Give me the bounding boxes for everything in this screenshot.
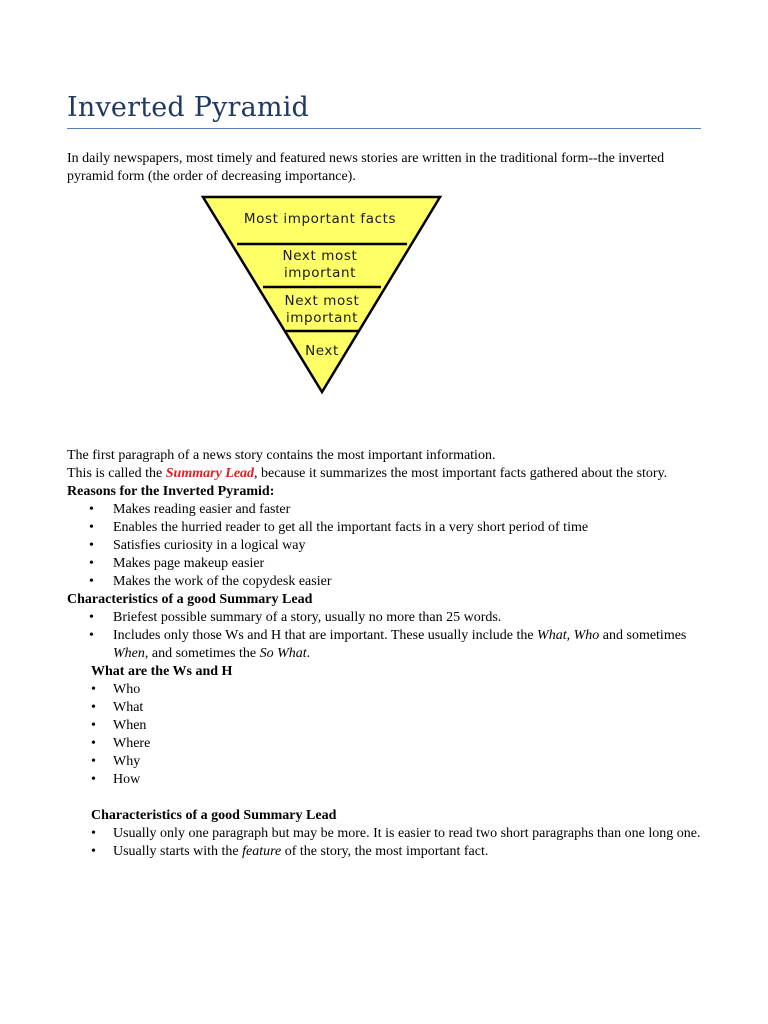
pyramid-level-3-line-1: Next most	[284, 293, 360, 309]
ws-list	[91, 681, 717, 789]
emphasis-feature: feature	[242, 844, 282, 859]
characteristics-list-2	[91, 825, 717, 861]
summary-lead-highlight: Summary Lead	[165, 466, 255, 481]
bullet-icon: •	[91, 736, 96, 751]
ws-section	[67, 663, 717, 861]
pyramid-level-2-line-2: important	[283, 265, 357, 281]
bullet-icon: •	[89, 610, 94, 625]
body-content	[67, 447, 717, 861]
reasons-list	[67, 501, 717, 591]
list-item	[67, 537, 717, 555]
list-item	[67, 519, 717, 537]
reasons-heading: Reasons for the Inverted Pyramid:	[67, 484, 275, 499]
list-item	[91, 825, 717, 843]
emphasis-when: When	[113, 646, 145, 661]
list-item-text: What	[113, 700, 144, 715]
emphasis-who: Who	[573, 628, 600, 643]
bullet-icon: •	[91, 754, 96, 769]
pyramid-level-4-line-1: Next	[305, 343, 339, 359]
list-item-text: Satisfies curiosity in a logical way	[113, 538, 306, 553]
list-item	[91, 681, 717, 699]
bullet-icon: •	[89, 520, 94, 535]
ws-heading: What are the Ws and H	[91, 664, 233, 679]
text-run: Usually starts with the	[113, 844, 243, 859]
bullet-icon: •	[91, 772, 96, 787]
list-item	[91, 735, 717, 753]
list-item-text: How	[113, 772, 141, 787]
characteristics-heading-2: Characteristics of a good Summary Lead	[91, 808, 337, 823]
list-item-text: Usually only one paragraph but may be more. It is easier to read two short paragraphs than one long one.	[113, 826, 701, 841]
pyramid-level-2-line-1: Next most	[282, 248, 358, 264]
pyramid-level-1-line-1: Most important facts	[243, 211, 397, 227]
list-item-text: Where	[113, 736, 151, 751]
list-item-text: Who	[113, 682, 141, 697]
text-run: and sometimes	[599, 628, 687, 643]
text-run: This is called the	[67, 466, 166, 481]
list-item	[91, 753, 717, 771]
inverted-pyramid-diagram	[200, 193, 444, 395]
list-item-text: Makes page makeup easier	[113, 556, 265, 571]
list-item-text: Enables the hurried reader to get all the important facts in a very short period of time	[113, 520, 589, 535]
list-item-text: Why	[113, 754, 141, 769]
list-item	[67, 573, 717, 591]
list-item	[67, 609, 717, 627]
list-item	[91, 717, 717, 735]
bullet-icon: •	[91, 718, 96, 733]
paragraph-first: The first paragraph of a news story contains the most important information.	[67, 448, 496, 463]
intro-paragraph: In daily newspapers, most timely and featured news stories are written in the traditional form--the inverted pyramid form (the order of decreasing importance).	[67, 151, 665, 184]
list-item	[67, 501, 717, 519]
bullet-icon: •	[91, 826, 96, 841]
list-item-text: Makes reading easier and faster	[113, 502, 291, 517]
paragraph-summary-lead	[67, 465, 717, 483]
title-rule	[67, 128, 701, 129]
text-run: , and sometimes the	[144, 646, 260, 661]
list-item	[91, 699, 717, 717]
list-item-text	[113, 628, 686, 661]
text-run: Includes only those Ws and H that are important. These usually include the	[113, 628, 538, 643]
text-run: of the story, the most important fact.	[281, 844, 489, 859]
bullet-icon: •	[89, 574, 94, 589]
list-item	[91, 843, 717, 861]
bullet-icon: •	[89, 502, 94, 517]
text-run: .	[306, 646, 311, 661]
emphasis-so-what: So What	[259, 646, 307, 661]
bullet-icon: •	[89, 628, 94, 643]
list-item	[67, 555, 717, 573]
pyramid-level-3-line-2: important	[285, 310, 359, 326]
list-item	[67, 627, 717, 663]
spacer	[91, 789, 717, 807]
characteristics-heading: Characteristics of a good Summary Lead	[67, 592, 313, 607]
text-run: , because it summarizes the most important facts gathered about the story.	[254, 466, 668, 481]
bullet-icon: •	[91, 682, 96, 697]
characteristics-list	[67, 609, 717, 663]
bullet-icon: •	[91, 700, 96, 715]
list-item-text: Briefest possible summary of a story, usually no more than 25 words.	[113, 610, 502, 625]
emphasis-what: What	[537, 628, 567, 643]
list-item-text	[113, 844, 488, 859]
list-item-text: Makes the work of the copydesk easier	[113, 574, 332, 589]
bullet-icon: •	[91, 844, 96, 859]
list-item-text: When	[113, 718, 147, 733]
list-item	[91, 771, 717, 789]
bullet-icon: •	[89, 538, 94, 553]
text-run: ,	[566, 628, 574, 643]
page-title: Inverted Pyramid	[67, 92, 310, 123]
bullet-icon: •	[89, 556, 94, 571]
